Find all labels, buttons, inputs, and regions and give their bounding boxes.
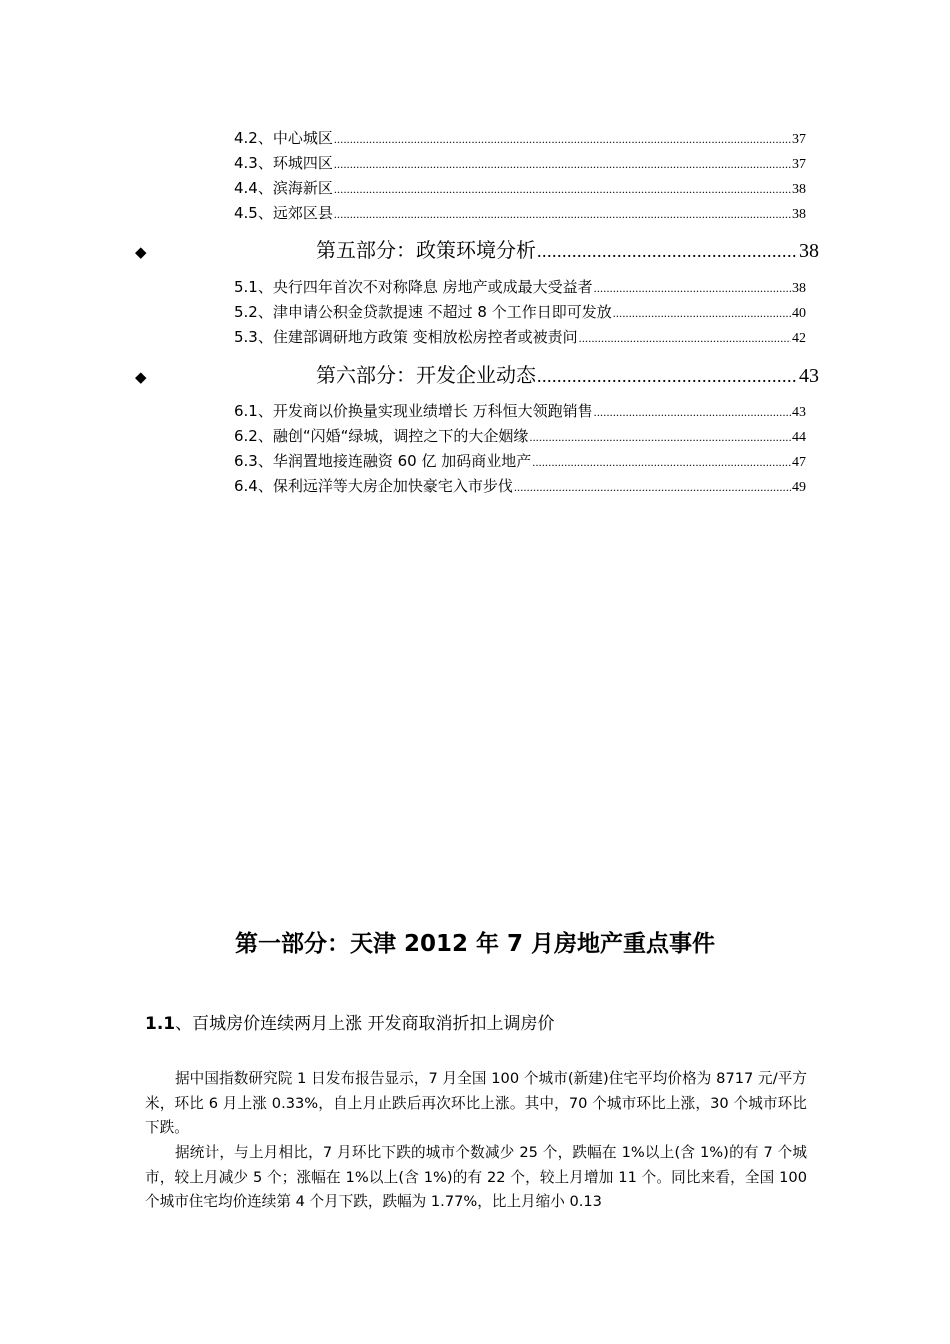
toc-section-entry[interactable] <box>316 235 819 265</box>
toc-entry[interactable] <box>234 202 806 224</box>
diamond-bullet-icon: ◆ <box>135 368 147 386</box>
toc-section-label: 第五部分：政策环境分析 <box>316 238 536 262</box>
toc-dot-leader <box>334 128 791 150</box>
toc-dot-leader <box>579 327 791 349</box>
section-heading-text: 、百城房价连续两月上涨 开发商取消折扣上调房价 <box>175 1014 555 1034</box>
toc-entry-page: 38 <box>792 281 806 296</box>
toc-dot-leader <box>537 236 798 266</box>
toc-entry-label: 4.4、滨海新区 <box>234 179 333 197</box>
toc-entry[interactable] <box>234 177 806 199</box>
toc-entry-label: 5.2、津申请公积金贷款提速 不超过 8 个工作日即可发放 <box>234 303 612 321</box>
toc-entry-label: 4.2、中心城区 <box>234 129 333 147</box>
toc-entry[interactable] <box>234 400 806 422</box>
toc-dot-leader <box>334 203 791 225</box>
part-title: 第一部分：天津 2012 年 7 月房地产重点事件 <box>234 931 716 957</box>
body-paragraph: 据中国指数研究院 1 日发布报告显示，7 月全国 100 个城市(新建)住宅平均价格为 8717 元/平方米，环比 6 月上涨 0.33%，自上月止跌后再次环比上涨。其中，70 个城市环比上涨，30 个城市环比下跌。 <box>145 1070 807 1136</box>
toc-entry-page: 44 <box>792 430 806 445</box>
toc-entry[interactable] <box>234 127 806 149</box>
toc-entry[interactable] <box>234 326 806 348</box>
toc-entry-label: 6.4、保利远洋等大房企加快豪宅入市步伐 <box>234 477 513 495</box>
section-heading <box>145 1011 555 1037</box>
toc-entry[interactable] <box>234 450 806 472</box>
toc-dot-leader <box>532 451 791 473</box>
toc-dot-leader <box>594 401 791 423</box>
toc-dot-leader <box>334 178 791 200</box>
toc-entry-label: 5.1、央行四年首次不对称降息 房地产或成最大受益者 <box>234 278 593 296</box>
toc-entry-label: 4.5、远郊区县 <box>234 204 333 222</box>
toc-entry[interactable] <box>234 152 806 174</box>
toc-entry[interactable] <box>234 301 806 323</box>
toc-entry-page: 43 <box>792 405 806 420</box>
toc-entry-page: 37 <box>792 132 806 147</box>
diamond-bullet-icon: ◆ <box>135 243 147 261</box>
toc-section-entry[interactable] <box>316 360 819 390</box>
toc-entry-page: 47 <box>792 455 806 470</box>
toc-entry[interactable] <box>234 276 806 298</box>
toc-dot-leader <box>514 476 791 498</box>
toc-entry-label: 5.3、住建部调研地方政策 变相放松房控者或被责问 <box>234 328 578 346</box>
section-number: 1.1 <box>145 1014 176 1034</box>
toc-entry-page: 37 <box>792 157 806 172</box>
toc-entry-label: 4.3、环城四区 <box>234 154 333 172</box>
toc-entry-page: 38 <box>792 182 806 197</box>
toc-entry[interactable] <box>234 475 806 497</box>
toc-dot-leader <box>529 426 791 448</box>
toc-entry-page: 42 <box>792 331 806 346</box>
toc-entry-label: 6.2、融创“闪婚“绿城，调控之下的大企姻缘 <box>234 427 529 445</box>
body-paragraph: 据统计，与上月相比，7 月环比下跌的城市个数减少 25 个，跌幅在 1%以上(含 1%)的有 7 个城市，较上月减少 5 个；涨幅在 1%以上(含 1%)的有 22 个，较上月增加 11 个。同比来看，全国 100 个城市住宅均价连续第 4 个月下跌，跌幅为 1.77%，比上月缩小 0.13 <box>145 1144 807 1210</box>
toc-dot-leader <box>537 361 798 391</box>
toc-dot-leader <box>334 153 791 175</box>
toc-section-page: 43 <box>799 365 819 387</box>
toc-entry-label: 6.3、华润置地接连融资 60 亿 加码商业地产 <box>234 452 532 470</box>
toc-section-label: 第六部分：开发企业动态 <box>316 363 536 387</box>
toc-entry[interactable] <box>234 425 806 447</box>
toc-entry-page: 40 <box>792 306 806 321</box>
toc-entry-page: 49 <box>792 480 806 495</box>
toc-dot-leader <box>613 302 791 324</box>
toc-entry-label: 6.1、开发商以价换量实现业绩增长 万科恒大领跑销售 <box>234 402 593 420</box>
toc-entry-page: 38 <box>792 207 806 222</box>
toc-dot-leader <box>594 277 791 299</box>
toc-section-page: 38 <box>799 240 819 262</box>
